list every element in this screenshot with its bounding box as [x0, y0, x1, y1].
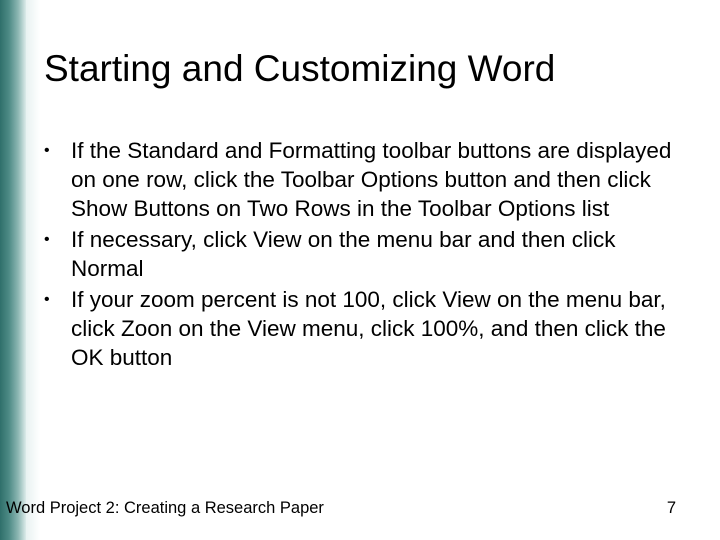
slide-title: Starting and Customizing Word: [44, 48, 556, 89]
bullet-list: [44, 136, 694, 374]
decorative-side-fade: [26, 0, 40, 540]
bullet-dot-icon: •: [44, 291, 50, 308]
bullet-dot-icon: •: [44, 231, 50, 248]
bullet-item: [44, 225, 694, 283]
bullet-dot-icon: •: [44, 142, 50, 159]
bullet-text: If necessary, click View on the menu bar and then click Normal: [71, 227, 616, 281]
footer-text: Word Project 2: Creating a Research Paper: [6, 499, 324, 517]
bullet-text: If your zoom percent is not 100, click View on the menu bar, click Zoon on the View menu, click 100%, and then click the OK button: [71, 287, 666, 370]
bullet-item: [44, 136, 694, 223]
page-number: 7: [666, 499, 676, 517]
decorative-side-band: [0, 0, 26, 540]
bullet-item: [44, 285, 694, 372]
bullet-text: If the Standard and Formatting toolbar buttons are displayed on one row, click the Toolbar Options button and then click Show Buttons on Two Rows in the Toolbar Options list: [71, 138, 672, 221]
